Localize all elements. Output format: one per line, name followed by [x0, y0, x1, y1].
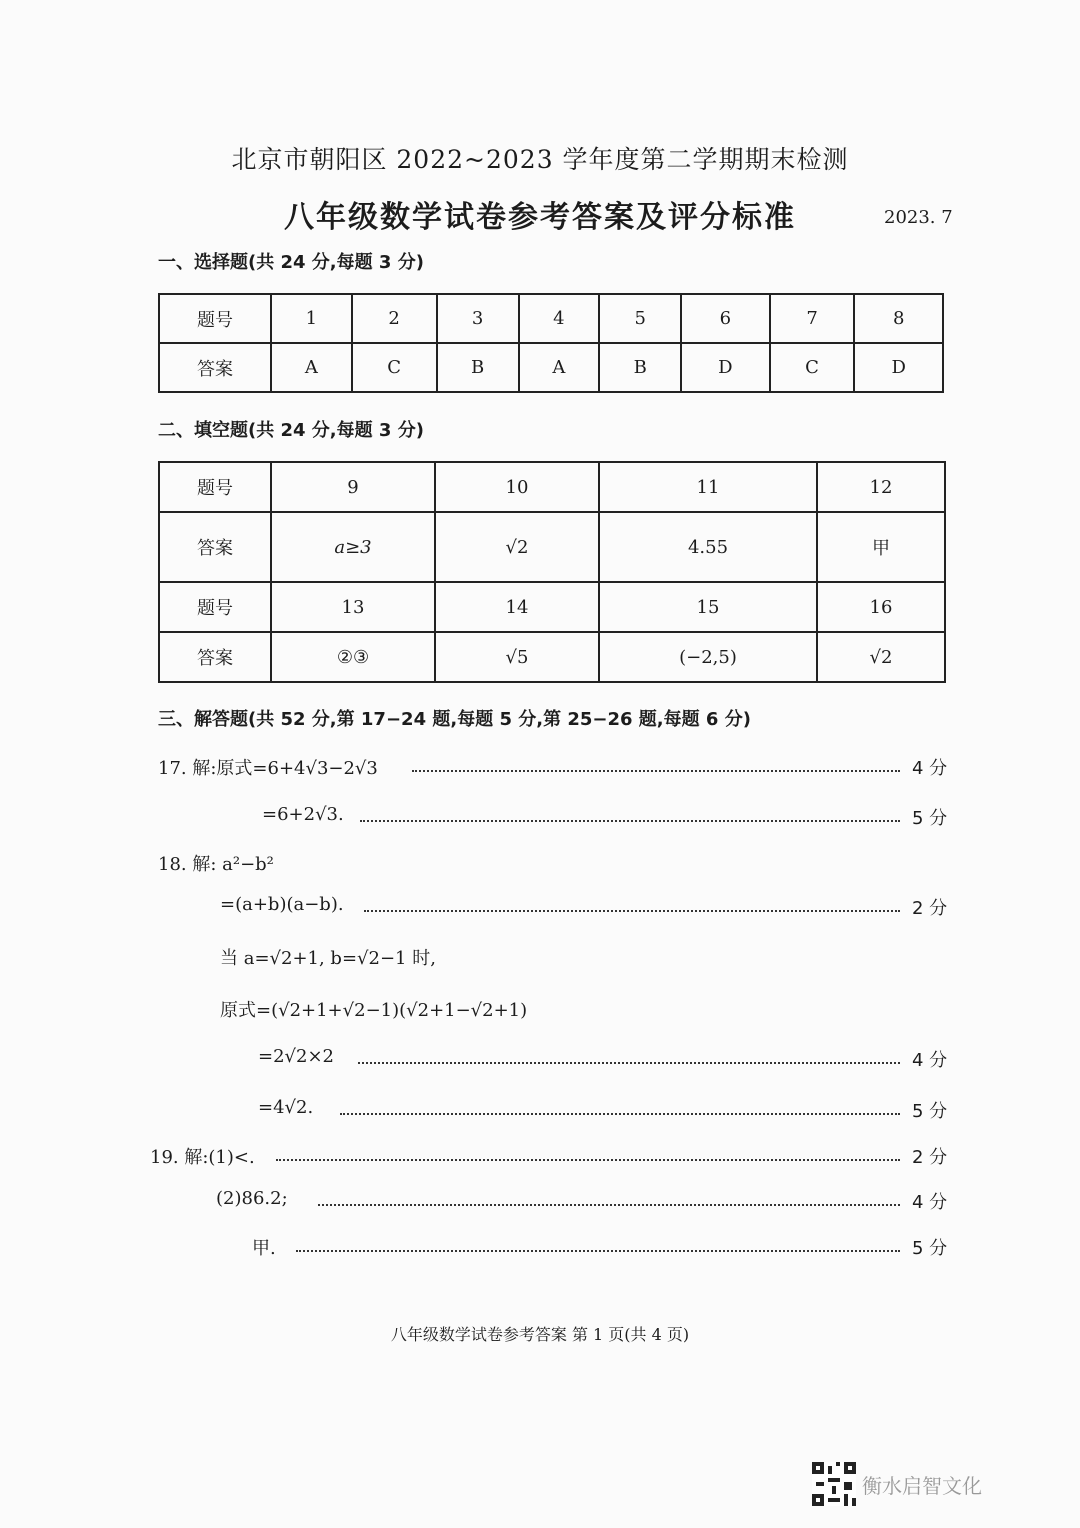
- question-number: 4: [519, 294, 600, 343]
- row-label-number: 题号: [159, 462, 271, 512]
- q17-step1: 17. 解:原式=6+4√3−2√3: [158, 758, 378, 779]
- answer-cell: (−2,5): [599, 632, 817, 682]
- answer-cell: ②③: [271, 632, 435, 682]
- page-footer: 八年级数学试卷参考答案 第 1 页(共 4 页): [390, 1325, 690, 1344]
- answer-cell: √2: [817, 632, 945, 682]
- question-number: 2: [352, 294, 437, 343]
- question-number: 3: [437, 294, 519, 343]
- question-number: 8: [854, 294, 943, 343]
- section1-heading: 一、选择题(共 24 分,每题 3 分): [158, 252, 424, 273]
- answer-cell: D: [681, 343, 769, 392]
- row-label-number: 题号: [159, 582, 271, 632]
- question-number: 1: [271, 294, 352, 343]
- q19-part2: (2)86.2;: [216, 1188, 288, 1209]
- section3-heading: 三、解答题(共 52 分,第 17−24 题,每题 5 分,第 25−26 题,每题 6 分): [158, 709, 751, 730]
- answer-cell: √2: [435, 512, 599, 582]
- row-label-answer: 答案: [159, 512, 271, 582]
- answer-cell: a≥3: [271, 512, 435, 582]
- leader-dots: [358, 1062, 900, 1064]
- answer-cell: √5: [435, 632, 599, 682]
- question-number: 13: [271, 582, 435, 632]
- row-label-answer: 答案: [159, 632, 271, 682]
- q18-step4: 原式=(√2+1+√2−1)(√2+1−√2+1): [220, 1000, 528, 1021]
- leader-dots: [296, 1250, 900, 1252]
- question-number: 15: [599, 582, 817, 632]
- watermark-text: 衡水启智文化: [862, 1474, 982, 1498]
- exam-date: 2023. 7: [884, 207, 953, 228]
- leader-dots: [360, 820, 900, 822]
- answer-cell: B: [437, 343, 519, 392]
- q17-step2-score: 5 分: [912, 808, 948, 829]
- answer-cell: D: [854, 343, 943, 392]
- leader-dots: [340, 1113, 900, 1115]
- qr-code-icon[interactable]: [812, 1462, 856, 1506]
- answer-cell: A: [519, 343, 600, 392]
- q18-step6-score: 5 分: [912, 1101, 948, 1122]
- q18-step2: =(a+b)(a−b).: [220, 894, 344, 915]
- answer-cell: C: [352, 343, 437, 392]
- choice-answer-table: [158, 293, 944, 393]
- leader-dots: [318, 1204, 900, 1206]
- q19-part1-score: 2 分: [912, 1147, 948, 1168]
- fill-answer-table: [158, 461, 946, 683]
- question-number: 9: [271, 462, 435, 512]
- answer-cell: B: [599, 343, 681, 392]
- answer-key-title: 八年级数学试卷参考答案及评分标准: [284, 200, 796, 235]
- exam-title: 北京市朝阳区 2022~2023 学年度第二学期期末检测: [231, 145, 849, 174]
- question-number: 6: [681, 294, 769, 343]
- question-number: 11: [599, 462, 817, 512]
- answer-cell: 甲: [817, 512, 945, 582]
- leader-dots: [412, 770, 900, 772]
- answer-cell: 4.55: [599, 512, 817, 582]
- question-number: 12: [817, 462, 945, 512]
- answer-cell: C: [770, 343, 855, 392]
- answer-cell: A: [271, 343, 352, 392]
- q18-step5: =2√2×2: [258, 1046, 334, 1067]
- q19-part1: 19. 解:(1)<.: [150, 1147, 255, 1168]
- q19-part2-score: 4 分: [912, 1192, 948, 1213]
- question-number: 7: [770, 294, 855, 343]
- row-label-number: 题号: [159, 294, 271, 343]
- leader-dots: [364, 910, 900, 912]
- question-number: 5: [599, 294, 681, 343]
- question-number: 14: [435, 582, 599, 632]
- q19-part3: 甲.: [252, 1238, 276, 1259]
- leader-dots: [276, 1159, 900, 1161]
- q19-part3-score: 5 分: [912, 1238, 948, 1259]
- section2-heading: 二、填空题(共 24 分,每题 3 分): [158, 420, 424, 441]
- q18-step5-score: 4 分: [912, 1050, 948, 1071]
- question-number: 10: [435, 462, 599, 512]
- q18-step3: 当 a=√2+1, b=√2−1 时,: [220, 948, 436, 969]
- q18-step1: 18. 解: a²−b²: [158, 854, 274, 875]
- q18-step2-score: 2 分: [912, 898, 948, 919]
- q17-step2: =6+2√3.: [262, 804, 344, 825]
- q17-step1-score: 4 分: [912, 758, 948, 779]
- row-label-answer: 答案: [159, 343, 271, 392]
- q18-step6: =4√2.: [258, 1097, 314, 1118]
- question-number: 16: [817, 582, 945, 632]
